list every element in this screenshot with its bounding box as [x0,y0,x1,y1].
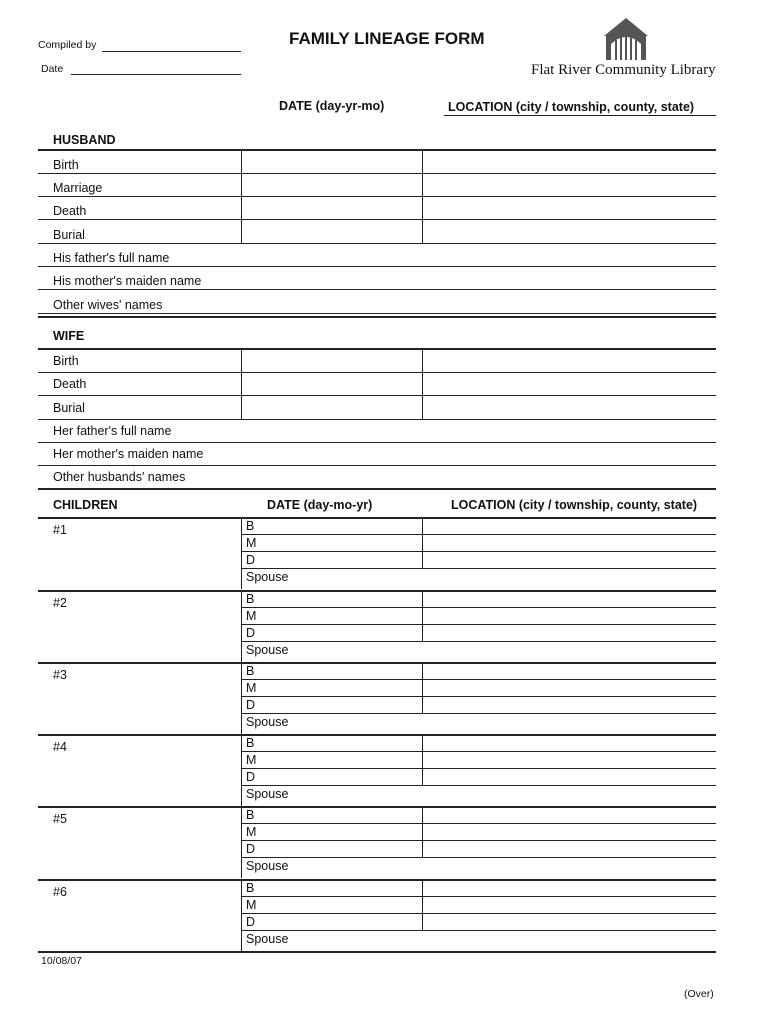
child-3-m-label: M [246,681,257,695]
child-3-number: #3 [53,668,67,682]
husband-mother-label: His mother's maiden name [53,274,202,288]
husband-heading: HUSBAND [53,133,116,147]
child-3-divider-location [422,662,423,713]
child-1-divider-location [422,517,423,568]
wife-mother-line[interactable] [38,465,716,466]
child-1-m-line[interactable] [241,551,716,552]
wife-divider-date [241,349,242,419]
husband-father-line[interactable] [38,266,716,267]
location-column-header: LOCATION (city / township, county, state) [448,100,695,114]
child-4-divider-date [241,734,242,806]
child-2-m-line[interactable] [241,624,716,625]
husband-birth-line[interactable] [38,173,716,174]
child-3-top-rule [38,662,716,664]
child-4-m-line[interactable] [241,768,716,769]
child-1-b-line[interactable] [241,534,716,535]
children-bottom-rule [38,951,716,953]
child-2-top-rule [38,590,716,592]
child-3-divider-date [241,662,242,734]
child-6-m-line[interactable] [241,913,716,914]
child-2-divider-date [241,590,242,662]
child-6-m-label: M [246,898,257,912]
date-field[interactable] [71,74,241,75]
wife-top-rule [38,348,716,350]
wife-heading: WIFE [53,329,85,343]
wife-birth-label: Birth [53,354,79,368]
child-2-d-line[interactable] [241,641,716,642]
compiled-by-label: Compiled by [38,39,97,51]
child-2-number: #2 [53,596,67,610]
library-name: Flat River Community Library [531,62,716,78]
wife-death-line[interactable] [38,395,716,396]
child-5-divider-date [241,806,242,878]
husband-burial-label: Burial [53,228,85,242]
child-1-m-label: M [246,536,257,550]
husband-marriage-line[interactable] [38,196,716,197]
child-1-b-label: B [246,519,255,533]
child-5-b-line[interactable] [241,823,716,824]
child-3-b-line[interactable] [241,679,716,680]
husband-section-end-rule[interactable] [38,313,716,314]
date-label: Date [41,63,64,75]
child-4-divider-location [422,734,423,785]
child-3-b-label: B [246,664,255,678]
husband-other-label: Other wives' names [53,298,163,312]
child-6-d-label: D [246,915,256,929]
child-3-d-line[interactable] [241,713,716,714]
child-4-spouse-label: Spouse [246,787,289,801]
husband-father-label: His father's full name [53,251,170,265]
children-location-header: LOCATION (city / township, county, state) [451,498,698,512]
form-revision-date: 10/08/07 [41,955,82,967]
child-6-top-rule [38,879,716,881]
child-3-d-label: D [246,698,256,712]
husband-birth-label: Birth [53,158,79,172]
child-4-m-label: M [246,753,257,767]
children-date-header: DATE (day-mo-yr) [267,498,373,512]
child-6-d-line[interactable] [241,930,716,931]
wife-burial-line[interactable] [38,419,716,420]
wife-other-label: Other husbands' names [53,470,186,484]
husband-section-end-double [38,316,716,318]
wife-birth-line[interactable] [38,372,716,373]
child-6-divider-date [241,879,242,951]
husband-death-line[interactable] [38,219,716,220]
child-6-divider-location [422,879,423,930]
husband-death-label: Death [53,204,87,218]
wife-section-end-rule[interactable] [38,488,716,490]
child-6-spouse-label: Spouse [246,932,289,946]
child-2-b-line[interactable] [241,607,716,608]
child-3-spouse-label: Spouse [246,715,289,729]
wife-divider-location [422,349,423,419]
column-header-rule [444,115,716,116]
date-column-header: DATE (day-yr-mo) [279,99,385,113]
child-5-d-line[interactable] [241,857,716,858]
wife-mother-label: Her mother's maiden name [53,447,204,461]
wife-father-line[interactable] [38,442,716,443]
child-6-b-line[interactable] [241,896,716,897]
child-2-d-label: D [246,626,256,640]
child-1-d-line[interactable] [241,568,716,569]
husband-burial-line[interactable] [38,243,716,244]
child-2-m-label: M [246,609,257,623]
child-1-d-label: D [246,553,256,567]
library-building-icon [602,16,650,62]
child-4-d-line[interactable] [241,785,716,786]
husband-marriage-label: Marriage [53,181,103,195]
husband-mother-line[interactable] [38,289,716,290]
wife-burial-label: Burial [53,401,85,415]
child-3-m-line[interactable] [241,696,716,697]
child-2-spouse-label: Spouse [246,643,289,657]
child-5-spouse-label: Spouse [246,859,289,873]
child-4-number: #4 [53,740,67,754]
child-5-m-line[interactable] [241,840,716,841]
child-4-d-label: D [246,770,256,784]
child-5-number: #5 [53,812,67,826]
child-4-b-label: B [246,736,255,750]
child-1-top-rule [38,517,716,519]
child-2-divider-location [422,590,423,641]
child-1-number: #1 [53,523,67,537]
child-6-b-label: B [246,881,255,895]
wife-death-label: Death [53,377,87,391]
child-5-top-rule [38,806,716,808]
child-5-d-label: D [246,842,256,856]
child-2-b-label: B [246,592,255,606]
child-6-number: #6 [53,885,67,899]
compiled-by-field[interactable] [102,51,241,52]
wife-father-label: Her father's full name [53,424,172,438]
child-5-b-label: B [246,808,255,822]
child-4-b-line[interactable] [241,751,716,752]
child-4-top-rule [38,734,716,736]
child-5-m-label: M [246,825,257,839]
over-note: (Over) [684,988,714,1000]
children-heading: CHILDREN [53,498,118,512]
child-5-divider-location [422,806,423,857]
child-1-spouse-label: Spouse [246,570,289,584]
husband-top-rule [38,149,716,151]
form-title: FAMILY LINEAGE FORM [289,29,485,48]
child-1-divider-date [241,517,242,589]
